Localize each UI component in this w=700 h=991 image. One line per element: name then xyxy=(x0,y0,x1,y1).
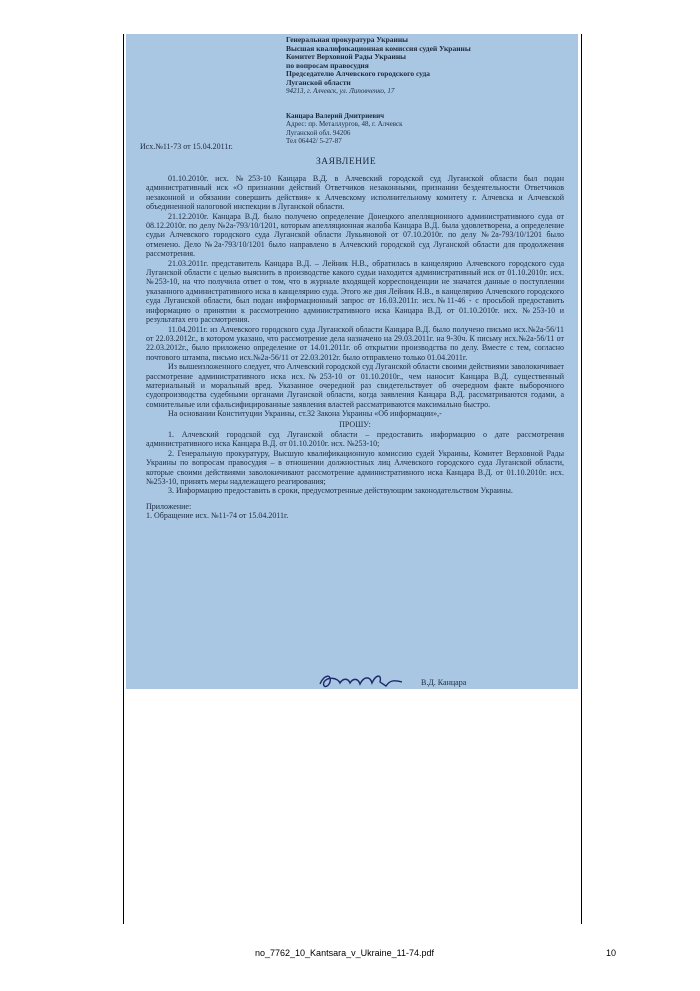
request-item: 3. Информацию предоставить в сроки, предусмотренные действующим законодательством Украины. xyxy=(168,486,513,496)
recipient-line: Высшая квалификационная комиссия судей Украины xyxy=(286,43,471,53)
sender-line: Адрес: пр. Металлургов, 48, г. Алчевск xyxy=(286,120,403,129)
left-page-border xyxy=(123,34,124,924)
paragraph: Из вышеизложенного следует, что Алчевский городской суд Луганской области своими действиями заволокичивает рассмотрение административного иска исх.№253-10 от 01.10.2010г., чем наносит Канцара В.Д. существенный материальный и моральный вред. Указанное очередной раз свидетельствует об очередном факте выборочного судопроизводства судебными органами Луганской области, когда заявления Канцара В.Д. рассматриваются годами, а сомнительные или сфальсифицированные заявления властей рассматриваются максимально быстро. xyxy=(146,362,564,409)
document-title: ЗАЯВЛЕНИЕ xyxy=(316,157,377,167)
body-text xyxy=(146,174,564,521)
paragraph: На основании Конституции Украины, ст.32 Закона Украины «Об информации»,- xyxy=(168,409,442,419)
footer-page-number: 10 xyxy=(606,948,617,958)
request-item: 1. Алчевский городской суд Луганской области – предоставить информацию о дате рассмотрения административного иска Канцара В.Д. от 01.10.2010г. исх. №253-10; xyxy=(146,429,564,449)
paragraph: 01.10.2010г. исх. №253-10 Канцара В.Д. в Алчевский городской суд Луганской области был подан административный иск «О признании действий Ответчиков незаконными, признании бездеятельности Ответчиков незаконной и обязании совершить действия» к Алчевскому исполнительному комитету г. Алчевска и Алчевской объединенной налоговой инспекции в Луганской области. xyxy=(146,174,564,212)
signature-name: В.Д. Канцара xyxy=(421,678,467,687)
recipient-line: по вопросам правосудия xyxy=(286,60,369,70)
recipient-line: Луганской области xyxy=(286,77,351,87)
reference-number: Исх.№11-73 от 15.04.2011г. xyxy=(140,142,233,151)
sender-name: Канцара Валерий Дмитриевич xyxy=(286,112,385,120)
recipient-line: Председателю Алчевского городского суда xyxy=(286,69,430,78)
footer-filename: no_7762_10_Kantsara_v_Ukraine_11-74.pdf xyxy=(255,948,434,958)
recipient-line: Комитет Верховной Рады Украины xyxy=(286,52,407,61)
paragraph: 21.03.2011г. представитель Канцара В.Д. – Лейник Н.В., обратилась в канцелярию Алчевского городского суда Луганской области с целью выяснить в производстве какого судьи находится административный иск от 01.10.2010г. исх.№253-10, на что получила ответ о том, что в журнале входящей корреспонденции не значатся данные о поступлении указанного административного иска в канцелярию суда. Этого же дня Лейник Н.В., в канцелярию Алчевского городского суда Луганской области, был подан информационный запрос от 16.03.2011г. исх.№11-46 - с просьбой предоставить информацию о принятии к рассмотрению административного иска Канцара В.Д. от 01.10.2010г. исх. №253-10 и результатах его рассмотрения. xyxy=(146,258,564,325)
appendix-label: Приложение: xyxy=(146,501,192,511)
recipient-line: Генеральная прокуратура Украины xyxy=(286,35,409,44)
scanned-letter xyxy=(126,34,578,689)
sender-phone: Тел 06442/ 5-27-87 xyxy=(286,136,342,145)
right-page-border xyxy=(581,34,582,924)
handwritten-signature xyxy=(316,670,406,689)
sender-line: Луганской обл. 94206 xyxy=(286,128,351,137)
recipient-address: 94213, г. Алчевск, ул. Липовченко, 17 xyxy=(286,87,395,95)
request-title: ПРОШУ: xyxy=(339,419,371,429)
recipients-block xyxy=(286,36,471,95)
sender-block xyxy=(286,112,403,145)
paragraph: 21.12.2010г. Канцара В.Д. было получено определение Донецкого апелляционного административного суда от 08.12.2010г. по делу №2а-793/10/1201, которым апелляционная жалоба Канцара В.Д. была удовлетворена, а определение судьи Алчевского городского суда Луганской области Лукьяновой от 07.10.2010г. по делу №2а-793/10/1201 было отменено. Дело №2а-793/10/1201 было направлено в Алчевский городской суд Луганской области для продолжения рассмотрения. xyxy=(146,211,564,259)
paragraph: 11.04.2011г. из Алчевского городского суда Луганской области Канцара В.Д. было получено письмо исх.№2а-56/11 от 22.03.2012г., в котором указано, что рассмотрение дела назначено на 29.03.2011г. на 9-30ч. К письму исх.№2а-56/11 от 22.03.2012г., было приложено определение от 14.01.2011г. об открытии производства по делу. Вместе с тем, согласно почтового штампа, письмо исх.№2а-56/11 от 22.03.2012г. было отправлено только 01.04.2011г. xyxy=(146,324,564,362)
request-item: 2. Генеральную прокуратуру, Высшую квалификационную комиссию судей Украины, Комитет Верховной Рады Украины по вопросам правосудия – в отношении должностных лиц Алчевского городского суда Луганской области, которые своими действиями заволокичивают рассмотрение административного иска Канцара В.Д. от 01.10.2010г. исх. №253-10, принять меры надлежащего реагирования; xyxy=(146,448,564,486)
appendix-item: 1. Обращение исх. №11-74 от 15.04.2011г. xyxy=(146,511,289,521)
